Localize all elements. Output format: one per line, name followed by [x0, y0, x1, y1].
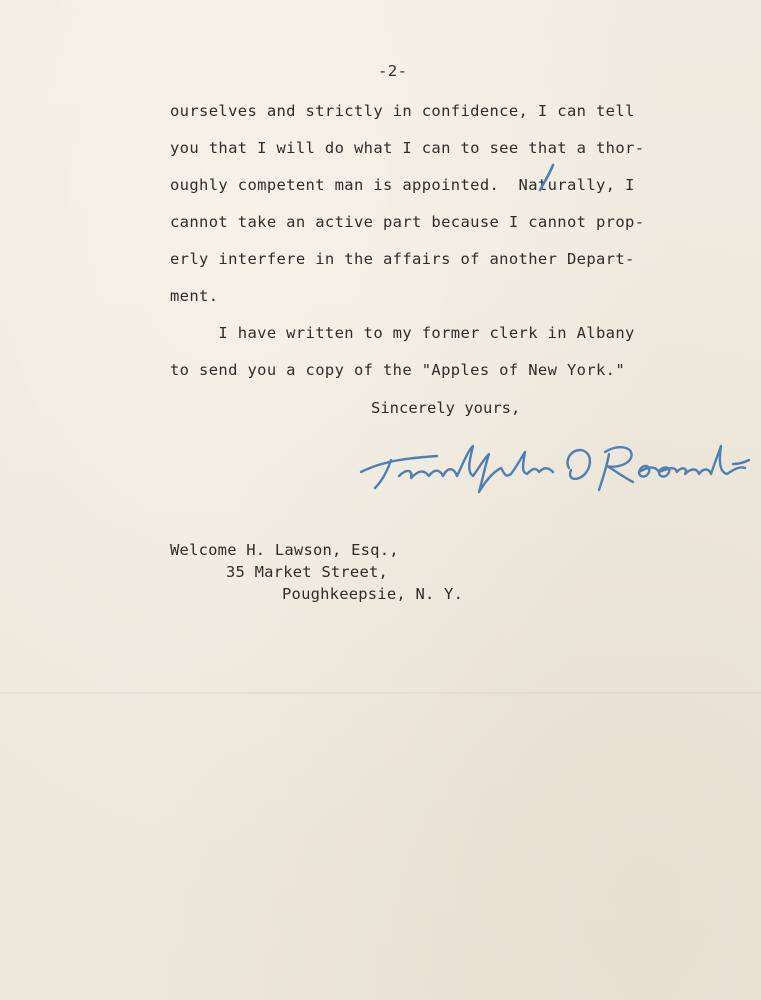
- signature: [355, 438, 751, 500]
- address-name: Welcome H. Lawson, Esq.,: [170, 541, 399, 559]
- body-line-7: I have written to my former clerk in Albany: [170, 324, 635, 342]
- pen-correction-mark: [535, 163, 559, 193]
- body-line-6: ment.: [170, 287, 219, 305]
- body-line-5: erly interfere in the affairs of another Depart-: [170, 250, 635, 268]
- address-city: Poughkeepsie, N. Y.: [282, 585, 464, 603]
- body-line-2: you that I will do what I can to see that a thor-: [170, 139, 645, 157]
- body-line-8: to send you a copy of the "Apples of New York.": [170, 361, 626, 379]
- page-number: -2-: [378, 62, 408, 80]
- body-line-4: cannot take an active part because I cannot prop-: [170, 213, 645, 231]
- body-line-3: oughly competent man is appointed. Naturally, I: [170, 176, 635, 194]
- body-line-1: ourselves and strictly in confidence, I can tell: [170, 102, 635, 120]
- address-street: 35 Market Street,: [226, 563, 389, 581]
- closing: Sincerely yours,: [371, 399, 521, 417]
- paper-fold-line: [0, 692, 761, 694]
